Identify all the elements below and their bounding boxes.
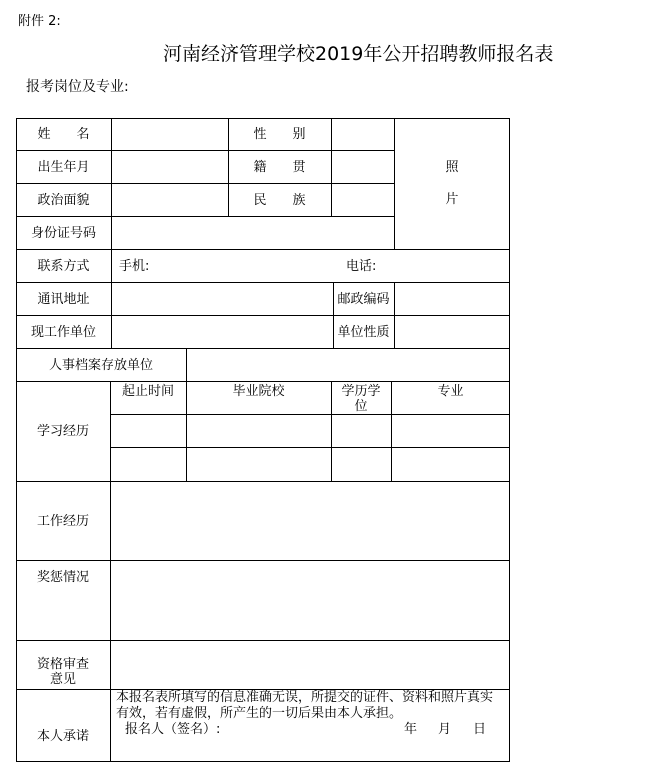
archive-unit-label: 人事档案存放单位	[48, 358, 153, 373]
pledge-text-2: 有效，若有虚假，所产生的一切后果由本人承担。	[116, 706, 403, 721]
month-label: 月	[438, 722, 452, 737]
row-line	[16, 348, 510, 349]
postcode-label: 邮政编码	[337, 292, 390, 307]
native-place-label: 籍 贯	[253, 160, 306, 175]
row-line	[16, 560, 510, 561]
birth-label: 出生年月	[37, 160, 90, 175]
phone-label: 电话:	[346, 259, 377, 274]
employer-type-label: 单位性质	[337, 325, 390, 340]
photo-label-2: 片	[445, 192, 459, 207]
row-line	[16, 481, 510, 482]
study-school-header: 毕业院校	[232, 384, 285, 399]
year-label: 年	[404, 722, 418, 737]
employer-label: 现工作单位	[30, 325, 96, 340]
work-label: 工作经历	[36, 514, 89, 529]
contact-label: 联系方式	[37, 259, 90, 274]
study-degree-header-2: 位	[354, 399, 368, 414]
name-label: 姓 名	[37, 127, 90, 142]
pledge-text-1: 本报名表所填写的信息准确无误，所提交的证件、资料和照片真实	[116, 690, 494, 705]
attachment-label: 附件 2:	[18, 14, 61, 29]
col-line	[331, 118, 332, 216]
study-major-header: 专业	[437, 384, 464, 399]
id-number-label: 身份证号码	[30, 226, 96, 241]
row-line	[16, 315, 510, 316]
row-line	[16, 381, 510, 382]
row-line	[110, 414, 510, 415]
position-label: 报考岗位及专业:	[26, 79, 129, 95]
row-line	[110, 447, 510, 448]
row-line	[16, 216, 394, 217]
political-label: 政治面貌	[37, 193, 90, 208]
page-title: 河南经济管理学校2019年公开招聘教师报名表	[163, 43, 554, 65]
pledge-label: 本人承诺	[36, 729, 89, 744]
study-label: 学习经历	[36, 424, 89, 439]
signature-label: 报名人（签名）:	[125, 722, 221, 737]
col-line	[186, 348, 187, 381]
ethnicity-label: 民 族	[253, 193, 306, 208]
photo-label-1: 照	[445, 160, 459, 175]
address-label: 通讯地址	[37, 292, 90, 307]
study-period-header: 起止时间	[121, 384, 174, 399]
col-line	[394, 118, 395, 249]
gender-label: 性 别	[253, 127, 306, 142]
row-line	[16, 183, 394, 184]
col-line	[394, 282, 395, 348]
day-label: 日	[473, 722, 487, 737]
col-line	[110, 481, 111, 762]
row-line	[16, 282, 510, 283]
awards-label: 奖惩情况	[36, 570, 89, 585]
col-line	[111, 118, 112, 249]
row-line	[16, 640, 510, 641]
mobile-label: 手机:	[119, 259, 150, 274]
review-label-2: 意见	[49, 672, 76, 687]
row-line	[16, 249, 510, 250]
col-line	[111, 282, 112, 348]
study-degree-header-1: 学历学	[341, 384, 381, 399]
review-label-1: 资格审查	[36, 657, 89, 672]
col-line	[111, 249, 112, 282]
row-line	[16, 150, 394, 151]
